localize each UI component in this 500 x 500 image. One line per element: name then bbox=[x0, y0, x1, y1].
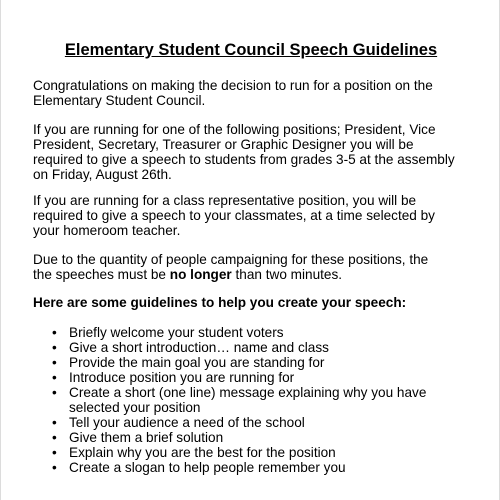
guideline-text bbox=[69, 340, 426, 355]
guideline-text bbox=[69, 385, 426, 415]
bullet-icon: • bbox=[52, 340, 57, 355]
guideline-line: selected your position bbox=[69, 400, 201, 415]
guideline-line: Give a short introduction… name and class bbox=[69, 340, 329, 355]
guideline-item bbox=[1, 445, 426, 460]
guideline-line: Explain why you are the best for the position bbox=[69, 445, 336, 460]
guideline-text bbox=[69, 355, 426, 370]
class-rep-line: If you are running for a class representative position, you will be bbox=[33, 193, 417, 208]
guideline-line: Give them a brief solution bbox=[69, 430, 224, 445]
guideline-line: Briefly welcome your student voters bbox=[69, 325, 284, 340]
executive-line: President, Secretary, Treasurer or Graphic Designer you will be bbox=[33, 137, 414, 152]
class-rep-line: required to give a speech to your classmates, at a time selected by bbox=[33, 208, 435, 223]
bullet-icon: • bbox=[52, 460, 57, 475]
class-rep-line: your homeroom teacher. bbox=[33, 223, 181, 238]
guideline-line: Create a slogan to help people remember you bbox=[69, 460, 346, 475]
intro-line: Congratulations on making the decision to run for a position on the bbox=[33, 78, 433, 93]
guideline-text bbox=[69, 325, 426, 340]
executive-line: required to give a speech to students from grades 3-5 at the assembly bbox=[33, 152, 455, 167]
guideline-item bbox=[1, 430, 426, 445]
guideline-text bbox=[69, 370, 426, 385]
guideline-item bbox=[1, 415, 426, 430]
executive-line: on Friday, August 26th. bbox=[33, 167, 172, 182]
document-title: Elementary Student Council Speech Guidelines bbox=[64, 41, 438, 59]
class-rep-paragraph bbox=[33, 193, 473, 238]
bullet-icon: • bbox=[52, 445, 57, 460]
intro-line: Elementary Student Council. bbox=[33, 93, 206, 108]
time-limit-text: than two minutes. bbox=[231, 267, 343, 282]
guideline-text bbox=[69, 460, 426, 475]
bullet-icon: • bbox=[52, 430, 57, 445]
guideline-item bbox=[1, 355, 426, 370]
time-limit-line bbox=[33, 267, 473, 282]
guideline-item bbox=[1, 340, 426, 355]
guideline-line: Create a short (one line) message explaining why you have bbox=[69, 385, 427, 400]
executive-positions-paragraph bbox=[33, 122, 473, 182]
bullet-icon: • bbox=[52, 370, 57, 385]
bullet-icon: • bbox=[52, 385, 57, 400]
guideline-text bbox=[69, 445, 426, 460]
guideline-item bbox=[1, 385, 426, 415]
bullet-icon: • bbox=[52, 415, 57, 430]
guideline-item bbox=[1, 370, 426, 385]
guideline-line: Introduce position you are running for bbox=[69, 370, 295, 385]
time-limit-paragraph bbox=[33, 252, 473, 282]
guidelines-heading: Here are some guidelines to help you create your speech: bbox=[33, 295, 407, 310]
time-limit-emphasis: no longer bbox=[169, 267, 232, 282]
bullet-icon: • bbox=[52, 325, 57, 340]
guideline-text bbox=[69, 430, 426, 445]
executive-line: If you are running for one of the following positions; President, Vice bbox=[33, 122, 436, 137]
guidelines-list bbox=[1, 325, 426, 475]
guideline-line: Provide the main goal you are standing for bbox=[69, 355, 325, 370]
time-limit-text: the speeches must be bbox=[33, 267, 170, 282]
guideline-line: Tell your audience a need of the school bbox=[69, 415, 305, 430]
guideline-item bbox=[1, 325, 426, 340]
bullet-icon: • bbox=[52, 355, 57, 370]
guideline-item bbox=[1, 460, 426, 475]
intro-paragraph bbox=[33, 78, 473, 108]
time-limit-line: Due to the quantity of people campaigning for these positions, the bbox=[33, 252, 429, 267]
guideline-text bbox=[69, 415, 426, 430]
